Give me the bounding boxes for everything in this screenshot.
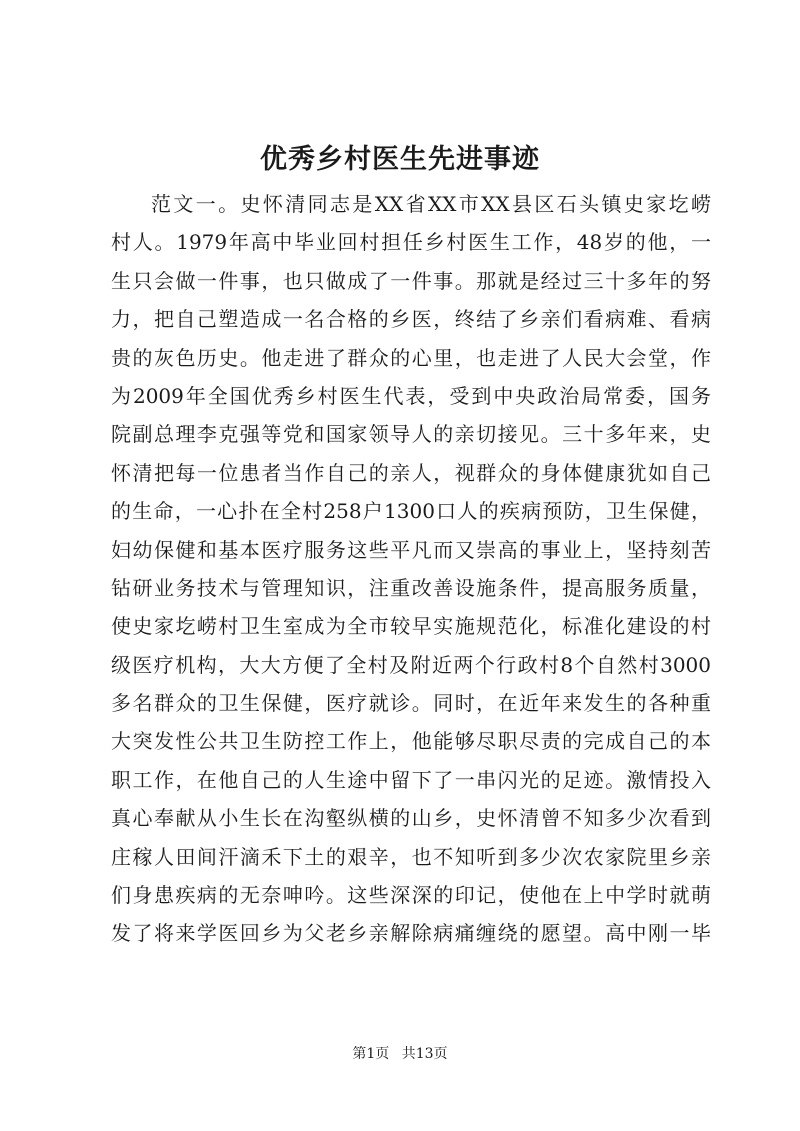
body-line: 钻研业务技术与管理知识，注重改善设施条件，提高服务质量， <box>111 575 711 600</box>
body-line: 为2009年全国优秀乡村医生代表，受到中央政治局常委，国务 <box>111 383 711 408</box>
body-line: 范文一。史怀清同志是XX省XX市XX县区石头镇史家圪崂 <box>151 192 711 216</box>
body-line: 怀清把每一位患者当作自己的亲人，视群众的身体健康犹如自己 <box>111 460 711 485</box>
body-line: 的生命，一心扑在全村258户1300口人的疾病预防，卫生保健， <box>111 499 711 524</box>
body-line: 妇幼保健和基本医疗服务这些平凡而又崇高的事业上，坚持刻苦 <box>111 537 711 562</box>
body-line: 大突发性公共卫生防控工作上，他能够尽职尽责的完成自己的本 <box>111 729 711 754</box>
page-footer <box>0 1044 800 1064</box>
body-line: 使史家圪崂村卫生室成为全市较早实施规范化，标准化建设的村 <box>111 614 711 639</box>
body-line: 贵的灰色历史。他走进了群众的心里，也走进了人民大会堂，作 <box>111 345 711 370</box>
body-line: 职工作，在他自己的人生途中留下了一串闪光的足迹。激情投入 <box>111 767 711 792</box>
body-line: 力，把自己塑造成一名合格的乡医，终结了乡亲们看病难、看病 <box>111 307 711 332</box>
body-line: 们身患疾病的无奈呻吟。这些深深的印记，使他在上中学时就萌 <box>111 883 711 908</box>
body-line: 庄稼人田间汗滴禾下土的艰辛，也不知听到多少次农家院里乡亲 <box>111 844 711 869</box>
body-line: 院副总理李克强等党和国家领导人的亲切接见。三十多年来，史 <box>111 422 711 447</box>
body-line: 级医疗机构，大大方便了全村及附近两个行政村8个自然村3000 <box>111 652 711 677</box>
body-line: 村人。1979年高中毕业回村担任乡村医生工作，48岁的他，一 <box>111 230 711 255</box>
document-title: 优秀乡村医生先进事迹 <box>260 144 540 175</box>
page-number: 第1页 <box>352 1046 390 1062</box>
body-line: 真心奉献从小生长在沟壑纵横的山乡，史怀清曾不知多少次看到 <box>111 806 711 831</box>
body-line: 生只会做一件事，也只做成了一件事。那就是经过三十多年的努 <box>111 268 711 293</box>
body-line: 发了将来学医回乡为父老乡亲解除病痛缠绕的愿望。高中刚一毕 <box>111 921 711 946</box>
page-total: 共13页 <box>401 1046 448 1062</box>
document-body <box>111 185 711 953</box>
body-line: 多名群众的卫生保健，医疗就诊。同时，在近年来发生的各种重 <box>111 691 711 716</box>
